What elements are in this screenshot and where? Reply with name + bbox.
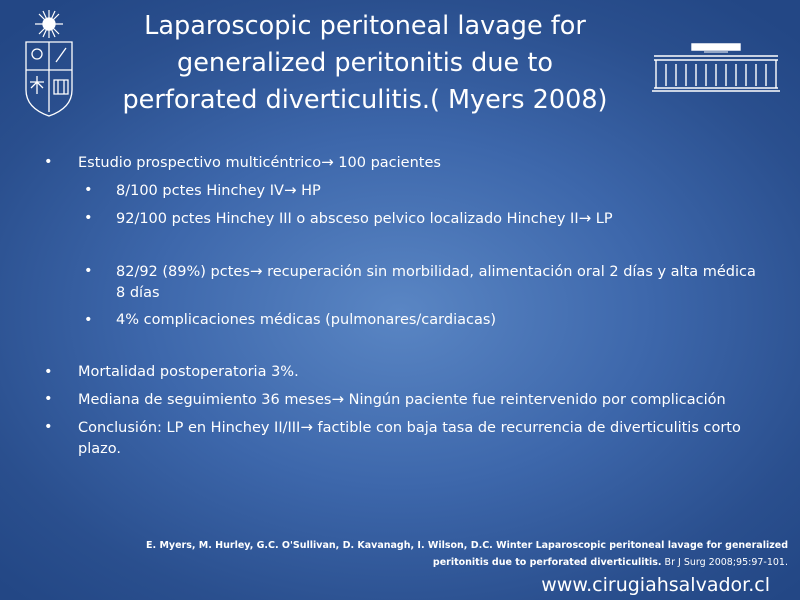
spacer (40, 337, 760, 362)
website-url[interactable]: www.cirugiahsalvador.cl (541, 574, 770, 596)
bullet-dot: • (44, 391, 53, 407)
bullet-text: Mortalidad postoperatoria 3%. (78, 364, 299, 380)
bullet-text: 4% complicaciones médicas (pulmonares/cardiacas) (116, 312, 497, 328)
bullet-dot: • (84, 263, 93, 279)
bullet-text: Conclusión: LP en Hinchey II/III (78, 420, 301, 436)
arrow-right-icon: → (300, 418, 313, 436)
bullet-tail: recuperación sin morbilidad, alimentación oral 2 días y alta médica 8 días (116, 264, 756, 301)
university-crest-logo (18, 8, 80, 120)
reference-citation (100, 537, 788, 571)
reference-authors-title: E. Myers, M. Hurley, G.C. O'Sullivan, D. Kavanagh, I. Wilson, D.C. Winter Laparoscopic peritoneal lavage for generalized peritonitis due to perforated diverticulitis. (146, 540, 788, 568)
bullet-text: 8/100 pctes Hinchey IV (116, 183, 284, 199)
spacer (40, 236, 760, 261)
arrow-right-icon: → (331, 390, 345, 408)
arrow-right-icon: → (321, 153, 334, 171)
title-line-1: Laparoscopic peritoneal lavage for (144, 11, 586, 41)
arrow-right-icon: → (283, 181, 297, 199)
bullet-item (40, 208, 760, 230)
bullet-dot: • (44, 419, 53, 435)
bullet-tail: 100 pacientes (333, 155, 441, 171)
bullet-tail: LP (591, 211, 613, 227)
title-line-2: generalized peritonitis due to (177, 48, 553, 78)
bullet-item (40, 417, 760, 460)
bullet-item (40, 180, 760, 202)
bullet-text: 82/92 (89%) pctes (116, 264, 250, 280)
bullet-item (40, 389, 760, 411)
bullet-tail: factible con baja tasa de recurrencia de diverticulitis corto plazo. (78, 420, 741, 457)
bullet-dot: • (84, 182, 93, 198)
bullet-item (40, 362, 760, 383)
bullet-tail: HP (296, 183, 321, 199)
bullet-list (40, 152, 760, 466)
bullet-item (40, 261, 760, 304)
title-line-3: perforated diverticulitis.( Myers 2008) (122, 85, 608, 115)
building-logo (652, 40, 780, 92)
arrow-right-icon: → (249, 262, 263, 280)
reference-journal: Br J Surg 2008;95:97-101. (661, 557, 788, 568)
bullet-dot: • (44, 364, 53, 380)
bullet-tail: Ningún paciente fue reintervenido por complicación (344, 392, 726, 408)
bullet-item (40, 152, 760, 174)
bullet-dot: • (84, 312, 93, 328)
bullet-text: 92/100 pctes Hinchey III o absceso pelvico localizado Hinchey II (116, 211, 579, 227)
bullet-item (40, 310, 760, 331)
arrow-right-icon: → (578, 209, 592, 227)
bullet-text: Mediana de seguimiento 36 meses (78, 392, 332, 408)
slide-title (85, 8, 645, 119)
bullet-dot: • (44, 154, 53, 170)
bullet-text: Estudio prospectivo multicéntrico (78, 155, 322, 171)
bullet-dot: • (84, 210, 93, 226)
